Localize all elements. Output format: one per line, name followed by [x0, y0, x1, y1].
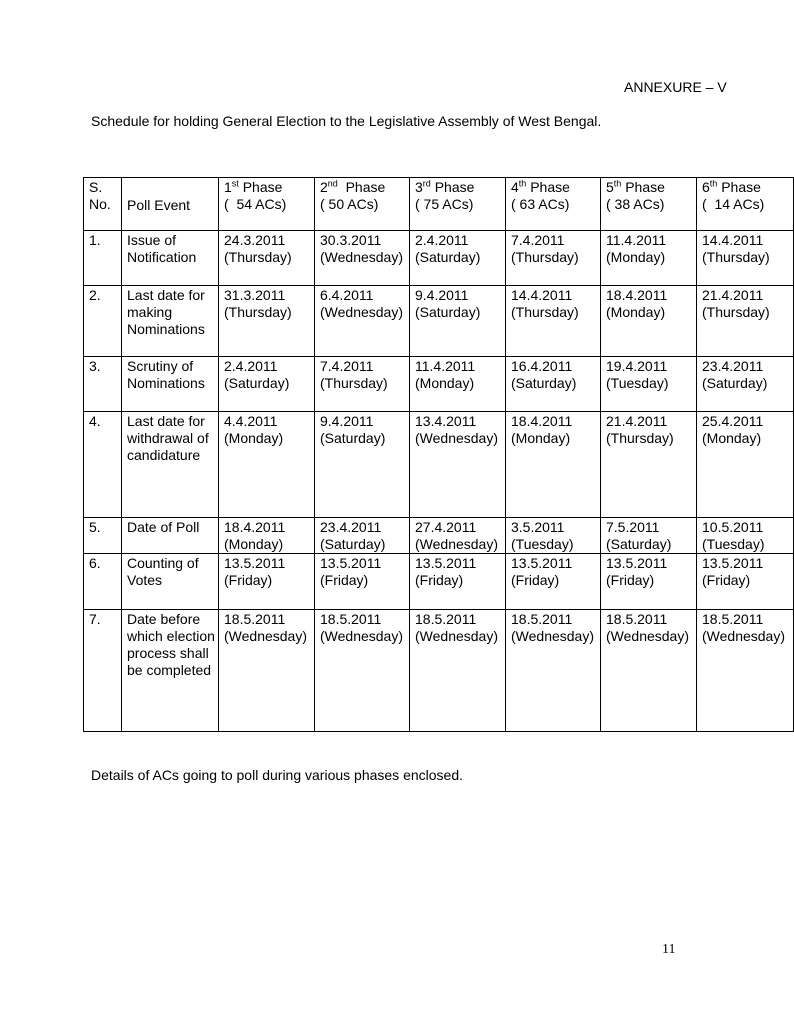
row-poll-event: Counting of Votes — [122, 554, 219, 610]
schedule-cell-phase-4 — [506, 554, 601, 610]
row-poll-event: Issue of Notification — [122, 231, 219, 286]
schedule-cell-phase-2 — [315, 357, 410, 412]
cell-date: 9.4.2011 — [320, 413, 374, 429]
annexure-label: ANNEXURE – V — [624, 79, 727, 95]
row-serial-number: 4. — [84, 412, 122, 518]
cell-date: 25.4.2011 — [702, 413, 764, 429]
cell-date: 7.5.2011 — [606, 519, 660, 535]
cell-weekday: (Thursday) — [702, 304, 770, 320]
cell-weekday: (Friday) — [320, 572, 369, 588]
schedule-cell-phase-3 — [410, 412, 506, 518]
cell-date: 7.4.2011 — [320, 358, 374, 374]
header-phase-6 — [697, 178, 794, 231]
cell-weekday: (Friday) — [606, 572, 655, 588]
schedule-cell-phase-5 — [601, 412, 697, 518]
page-number: 11 — [662, 942, 676, 957]
row-serial-number: 6. — [84, 554, 122, 610]
cell-date: 4.4.2011 — [224, 413, 278, 429]
schedule-cell-phase-6 — [697, 412, 794, 518]
cell-weekday: (Wednesday) — [606, 628, 690, 644]
phase-number: 4 — [511, 179, 519, 195]
schedule-cell-phase-1 — [219, 231, 315, 286]
header-sno: S. No. — [84, 178, 122, 231]
cell-weekday: (Saturday) — [224, 375, 290, 391]
cell-weekday: (Thursday) — [511, 249, 579, 265]
cell-date: 13.5.2011 — [415, 555, 477, 571]
row-serial-number: 2. — [84, 286, 122, 357]
cell-weekday: (Wednesday) — [320, 249, 404, 265]
cell-date: 2.4.2011 — [415, 232, 469, 248]
cell-weekday: (Friday) — [415, 572, 464, 588]
phase-word: Phase — [430, 179, 475, 195]
schedule-cell-phase-1 — [219, 554, 315, 610]
cell-weekday: (Saturday) — [320, 536, 386, 552]
cell-weekday: (Wednesday) — [702, 628, 786, 644]
schedule-cell-phase-5 — [601, 554, 697, 610]
schedule-cell-phase-2 — [315, 554, 410, 610]
cell-weekday: (Monday) — [606, 304, 666, 320]
cell-date: 18.5.2011 — [702, 611, 764, 627]
table-row — [84, 412, 794, 518]
cell-weekday: (Wednesday) — [415, 536, 499, 552]
cell-date: 14.4.2011 — [511, 287, 573, 303]
phase-word: Phase — [717, 179, 761, 195]
row-serial-number: 3. — [84, 357, 122, 412]
cell-date: 13.5.2011 — [224, 555, 286, 571]
phase-ordinal-suffix: th — [709, 178, 718, 189]
cell-date: 10.5.2011 — [702, 519, 764, 535]
cell-weekday: (Monday) — [224, 536, 284, 552]
cell-date: 21.4.2011 — [702, 287, 764, 303]
row-poll-event: Scrutiny of Nominations — [122, 357, 219, 412]
cell-weekday: (Tuesday) — [606, 375, 669, 391]
table-row — [84, 518, 794, 554]
row-poll-event: Date of Poll — [122, 518, 219, 554]
cell-date: 13.5.2011 — [511, 555, 573, 571]
cell-weekday: (Thursday) — [224, 304, 292, 320]
schedule-cell-phase-4 — [506, 357, 601, 412]
schedule-cell-phase-3 — [410, 357, 506, 412]
cell-date: 9.4.2011 — [415, 287, 469, 303]
cell-date: 11.4.2011 — [415, 358, 476, 374]
schedule-cell-phase-6 — [697, 231, 794, 286]
cell-date: 23.4.2011 — [320, 519, 382, 535]
schedule-cell-phase-4 — [506, 610, 601, 732]
header-phase-3 — [410, 178, 506, 231]
schedule-cell-phase-6 — [697, 518, 794, 554]
document-heading: Schedule for holding General Election to the Legislative Assembly of West Bengal. — [91, 113, 602, 129]
cell-weekday: (Thursday) — [320, 375, 388, 391]
schedule-cell-phase-2 — [315, 518, 410, 554]
schedule-cell-phase-1 — [219, 518, 315, 554]
schedule-cell-phase-5 — [601, 610, 697, 732]
phase-word: Phase — [337, 179, 386, 195]
cell-weekday: (Wednesday) — [320, 628, 404, 644]
schedule-cell-phase-2 — [315, 412, 410, 518]
cell-date: 18.4.2011 — [511, 413, 573, 429]
cell-date: 13.5.2011 — [320, 555, 382, 571]
phase-ac-count: ( 14 ACs) — [702, 196, 765, 212]
schedule-cell-phase-1 — [219, 357, 315, 412]
row-serial-number: 1. — [84, 231, 122, 286]
phase-ac-count: ( 50 ACs) — [320, 196, 379, 212]
phase-word: Phase — [526, 179, 570, 195]
header-poll-event: Poll Event — [122, 178, 219, 231]
cell-date: 18.4.2011 — [224, 519, 286, 535]
cell-weekday: (Wednesday) — [415, 430, 499, 446]
table-row — [84, 554, 794, 610]
schedule-cell-phase-3 — [410, 231, 506, 286]
cell-date: 18.5.2011 — [320, 611, 382, 627]
cell-date: 30.3.2011 — [320, 232, 382, 248]
cell-weekday: (Saturday) — [415, 304, 481, 320]
cell-weekday: (Monday) — [702, 430, 762, 446]
cell-date: 16.4.2011 — [511, 358, 573, 374]
cell-weekday: (Thursday) — [224, 249, 292, 265]
table-row — [84, 357, 794, 412]
cell-date: 18.5.2011 — [511, 611, 573, 627]
schedule-cell-phase-5 — [601, 231, 697, 286]
schedule-cell-phase-6 — [697, 357, 794, 412]
cell-date: 23.4.2011 — [702, 358, 764, 374]
cell-date: 14.4.2011 — [702, 232, 764, 248]
cell-date: 2.4.2011 — [224, 358, 278, 374]
cell-date: 3.5.2011 — [511, 519, 565, 535]
schedule-cell-phase-5 — [601, 357, 697, 412]
phase-ac-count: ( 75 ACs) — [415, 196, 474, 212]
cell-weekday: (Monday) — [224, 430, 284, 446]
cell-weekday: (Thursday) — [606, 430, 674, 446]
cell-weekday: (Thursday) — [702, 249, 770, 265]
schedule-cell-phase-3 — [410, 518, 506, 554]
cell-date: 6.4.2011 — [320, 287, 374, 303]
cell-weekday: (Wednesday) — [511, 628, 595, 644]
cell-weekday: (Tuesday) — [511, 536, 574, 552]
phase-word: Phase — [621, 179, 665, 195]
phase-ac-count: ( 63 ACs) — [511, 196, 570, 212]
table-row — [84, 231, 794, 286]
phase-ac-count: ( 38 ACs) — [606, 196, 665, 212]
header-phase-5 — [601, 178, 697, 231]
schedule-cell-phase-2 — [315, 286, 410, 357]
cell-date: 13.5.2011 — [702, 555, 764, 571]
schedule-cell-phase-4 — [506, 518, 601, 554]
cell-weekday: (Saturday) — [320, 430, 386, 446]
phase-ordinal-suffix: rd — [422, 178, 431, 189]
table-row — [84, 286, 794, 357]
header-phase-2 — [315, 178, 410, 231]
cell-date: 11.4.2011 — [606, 232, 667, 248]
cell-date: 31.3.2011 — [224, 287, 286, 303]
schedule-cell-phase-3 — [410, 554, 506, 610]
cell-weekday: (Friday) — [702, 572, 751, 588]
schedule-cell-phase-1 — [219, 286, 315, 357]
cell-weekday: (Monday) — [511, 430, 571, 446]
schedule-cell-phase-6 — [697, 286, 794, 357]
cell-date: 18.4.2011 — [606, 287, 668, 303]
cell-weekday: (Thursday) — [511, 304, 579, 320]
table-header-row — [84, 178, 794, 231]
phase-ordinal-suffix: st — [231, 178, 239, 189]
cell-weekday: (Friday) — [224, 572, 273, 588]
cell-date: 18.5.2011 — [224, 611, 286, 627]
cell-date: 24.3.2011 — [224, 232, 286, 248]
cell-date: 21.4.2011 — [606, 413, 668, 429]
phase-number: 5 — [606, 179, 614, 195]
cell-date: 7.4.2011 — [511, 232, 565, 248]
schedule-cell-phase-6 — [697, 610, 794, 732]
row-poll-event: Last date for making Nominations — [122, 286, 219, 357]
phase-number: 3 — [415, 179, 423, 195]
schedule-cell-phase-5 — [601, 286, 697, 357]
table-row — [84, 610, 794, 732]
cell-weekday: (Wednesday) — [224, 628, 308, 644]
schedule-cell-phase-4 — [506, 412, 601, 518]
header-phase-4 — [506, 178, 601, 231]
phase-number: 6 — [702, 179, 710, 195]
phase-word: Phase — [238, 179, 283, 195]
header-phase-1 — [219, 178, 315, 231]
footer-note: Details of ACs going to poll during various phases enclosed. — [91, 767, 463, 783]
schedule-cell-phase-2 — [315, 231, 410, 286]
cell-date: 27.4.2011 — [415, 519, 477, 535]
cell-weekday: (Saturday) — [415, 249, 481, 265]
schedule-cell-phase-4 — [506, 231, 601, 286]
schedule-cell-phase-3 — [410, 610, 506, 732]
cell-weekday: (Saturday) — [511, 375, 577, 391]
cell-weekday: (Friday) — [511, 572, 560, 588]
schedule-cell-phase-1 — [219, 610, 315, 732]
row-serial-number: 5. — [84, 518, 122, 554]
schedule-cell-phase-1 — [219, 412, 315, 518]
phase-ordinal-suffix: th — [518, 178, 527, 189]
cell-date: 18.5.2011 — [415, 611, 477, 627]
phase-ordinal-suffix: nd — [327, 178, 338, 189]
row-poll-event: Last date for withdrawal of candidature — [122, 412, 219, 518]
cell-weekday: (Tuesday) — [702, 536, 765, 552]
cell-weekday: (Wednesday) — [415, 628, 499, 644]
schedule-cell-phase-5 — [601, 518, 697, 554]
phase-number: 1 — [224, 179, 232, 195]
cell-weekday: (Saturday) — [606, 536, 672, 552]
cell-date: 18.5.2011 — [606, 611, 668, 627]
row-poll-event: Date before which election process shall be completed — [122, 610, 219, 732]
schedule-cell-phase-4 — [506, 286, 601, 357]
cell-date: 19.4.2011 — [606, 358, 668, 374]
phase-number: 2 — [320, 179, 328, 195]
cell-date: 13.5.2011 — [606, 555, 668, 571]
phase-ordinal-suffix: th — [613, 178, 622, 189]
schedule-cell-phase-3 — [410, 286, 506, 357]
phase-ac-count: ( 54 ACs) — [224, 196, 287, 212]
election-schedule-table — [83, 177, 794, 732]
schedule-cell-phase-6 — [697, 554, 794, 610]
cell-weekday: (Monday) — [415, 375, 475, 391]
row-serial-number: 7. — [84, 610, 122, 732]
cell-date: 13.4.2011 — [415, 413, 477, 429]
cell-weekday: (Saturday) — [702, 375, 768, 391]
cell-weekday: (Wednesday) — [320, 304, 404, 320]
schedule-cell-phase-2 — [315, 610, 410, 732]
cell-weekday: (Monday) — [606, 249, 666, 265]
